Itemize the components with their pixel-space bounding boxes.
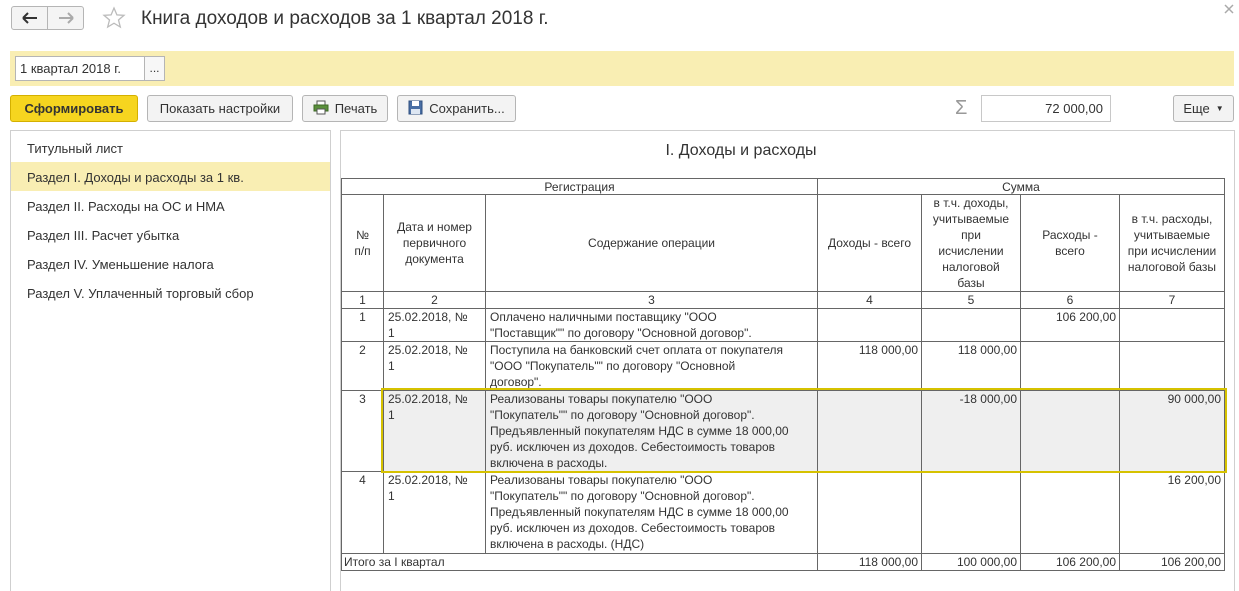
forward-button[interactable]	[47, 6, 84, 30]
row-3-income	[817, 390, 922, 472]
row-3-expense-tax: 90 000,00	[1119, 390, 1225, 472]
sum-sigma-icon: Σ	[955, 97, 968, 119]
row-3-content: Реализованы товары покупателю "ООО "Покупатель"" по договору "Основной договор". Предъявленный покупателям НДС в сумме 18 000,00 руб. исключен из доходов. Себестоимость товаров включена в расходы.	[485, 390, 818, 472]
row-4-content: Реализованы товары покупателю "ООО "Покупатель"" по договору "Основной договор". Предъявленный покупателям НДС в сумме 18 000,00 руб. исключен из доходов. Себестоимость товаров включена в расходы. (НДС)	[485, 471, 818, 554]
report-title: I. Доходы и расходы	[665, 142, 817, 159]
section-item-section-5[interactable]: Раздел V. Уплаченный торговый сбор	[27, 286, 254, 301]
save-label: Сохранить...	[429, 101, 505, 116]
row-3-expense	[1020, 390, 1120, 472]
row-1-expense: 106 200,00	[1020, 308, 1120, 342]
window-title: Книга доходов и расходов за 1 квартал 2018 г.	[141, 8, 549, 29]
section-item-title-page[interactable]: Титульный лист	[27, 141, 124, 156]
col-number-6: 6	[1020, 291, 1120, 309]
total-expense: 106 200,00	[1020, 553, 1120, 571]
row-3-income-tax: -18 000,00	[921, 390, 1021, 472]
col-number-2: 2	[383, 291, 486, 309]
dropdown-arrow-icon: ▼	[1215, 104, 1224, 113]
more-button[interactable]	[1173, 95, 1234, 122]
row-2-content: Поступила на банковский счет оплата от покупателя "ООО "Покупатель"" по договору "Основной договор".	[485, 341, 818, 391]
show-settings-button[interactable]	[147, 95, 293, 122]
favorite-star-icon[interactable]	[102, 6, 126, 30]
row-2-expense-tax	[1119, 341, 1225, 391]
header-col-7: в т.ч. расходы, учитываемые при исчислении налоговой базы	[1119, 194, 1225, 292]
row-1-expense-tax	[1119, 308, 1225, 342]
row-3-doc: 25.02.2018, № 1	[383, 390, 486, 472]
col-number-7: 7	[1119, 291, 1225, 309]
row-1-content: Оплачено наличными поставщику "ООО "Поставщик"" по договору "Основной договор".	[485, 308, 818, 342]
selected-sum-field: 72 000,00	[981, 95, 1111, 122]
row-4-expense-tax: 16 200,00	[1119, 471, 1225, 554]
total-expense-tax: 106 200,00	[1119, 553, 1225, 571]
row-2-doc: 25.02.2018, № 1	[383, 341, 486, 391]
col-number-4: 4	[817, 291, 922, 309]
printer-icon	[313, 100, 329, 118]
row-4-income-tax	[921, 471, 1021, 554]
print-label: Печать	[334, 101, 378, 116]
total-label: Итого за I квартал	[341, 553, 818, 571]
section-item-section-2[interactable]: Раздел II. Расходы на ОС и НМА	[27, 199, 225, 214]
total-income-tax: 100 000,00	[921, 553, 1021, 571]
period-bar	[10, 51, 1234, 86]
row-1-doc: 25.02.2018, № 1	[383, 308, 486, 342]
row-2-income-tax: 118 000,00	[921, 341, 1021, 391]
arrow-right-icon	[58, 12, 74, 24]
header-col-2: Дата и номер первичного документа	[383, 194, 486, 292]
col-number-3: 3	[485, 291, 818, 309]
row-4-num: 4	[341, 471, 384, 554]
row-2-num: 2	[341, 341, 384, 391]
arrow-left-icon	[22, 12, 38, 24]
header-sum: Сумма	[817, 178, 1225, 195]
period-input[interactable]: 1 квартал 2018 г.	[15, 56, 145, 81]
row-2-income: 118 000,00	[817, 341, 922, 391]
save-button[interactable]	[397, 95, 516, 122]
header-col-1: № п/п	[341, 194, 384, 292]
period-picker-button[interactable]: ...	[144, 56, 165, 81]
section-item-section-3[interactable]: Раздел III. Расчет убытка	[27, 228, 180, 243]
header-col-4: Доходы - всего	[817, 194, 922, 292]
floppy-disk-icon	[408, 100, 423, 118]
total-income: 118 000,00	[817, 553, 922, 571]
row-4-doc: 25.02.2018, № 1	[383, 471, 486, 554]
back-button[interactable]	[11, 6, 48, 30]
row-1-num: 1	[341, 308, 384, 342]
header-col-6: Расходы - всего	[1020, 194, 1120, 292]
print-button[interactable]	[302, 95, 388, 122]
generate-button[interactable]	[10, 95, 138, 122]
more-label: Еще	[1183, 101, 1210, 116]
header-col-3: Содержание операции	[485, 194, 818, 292]
row-4-income	[817, 471, 922, 554]
row-4-expense	[1020, 471, 1120, 554]
header-col-5: в т.ч. доходы, учитываемые при исчислении налоговой базы	[921, 194, 1021, 292]
row-1-income-tax	[921, 308, 1021, 342]
close-icon[interactable]	[1222, 2, 1236, 16]
generate-label: Сформировать	[24, 101, 124, 116]
header-registration: Регистрация	[341, 178, 818, 195]
sections-panel	[10, 130, 331, 591]
col-number-1: 1	[341, 291, 384, 309]
row-3-num: 3	[341, 390, 384, 472]
row-1-income	[817, 308, 922, 342]
section-item-section-1[interactable]: Раздел I. Доходы и расходы за 1 кв.	[11, 162, 330, 191]
col-number-5: 5	[921, 291, 1021, 309]
section-item-section-4[interactable]: Раздел IV. Уменьшение налога	[27, 257, 214, 272]
show-settings-label: Показать настройки	[159, 101, 281, 116]
row-2-expense	[1020, 341, 1120, 391]
